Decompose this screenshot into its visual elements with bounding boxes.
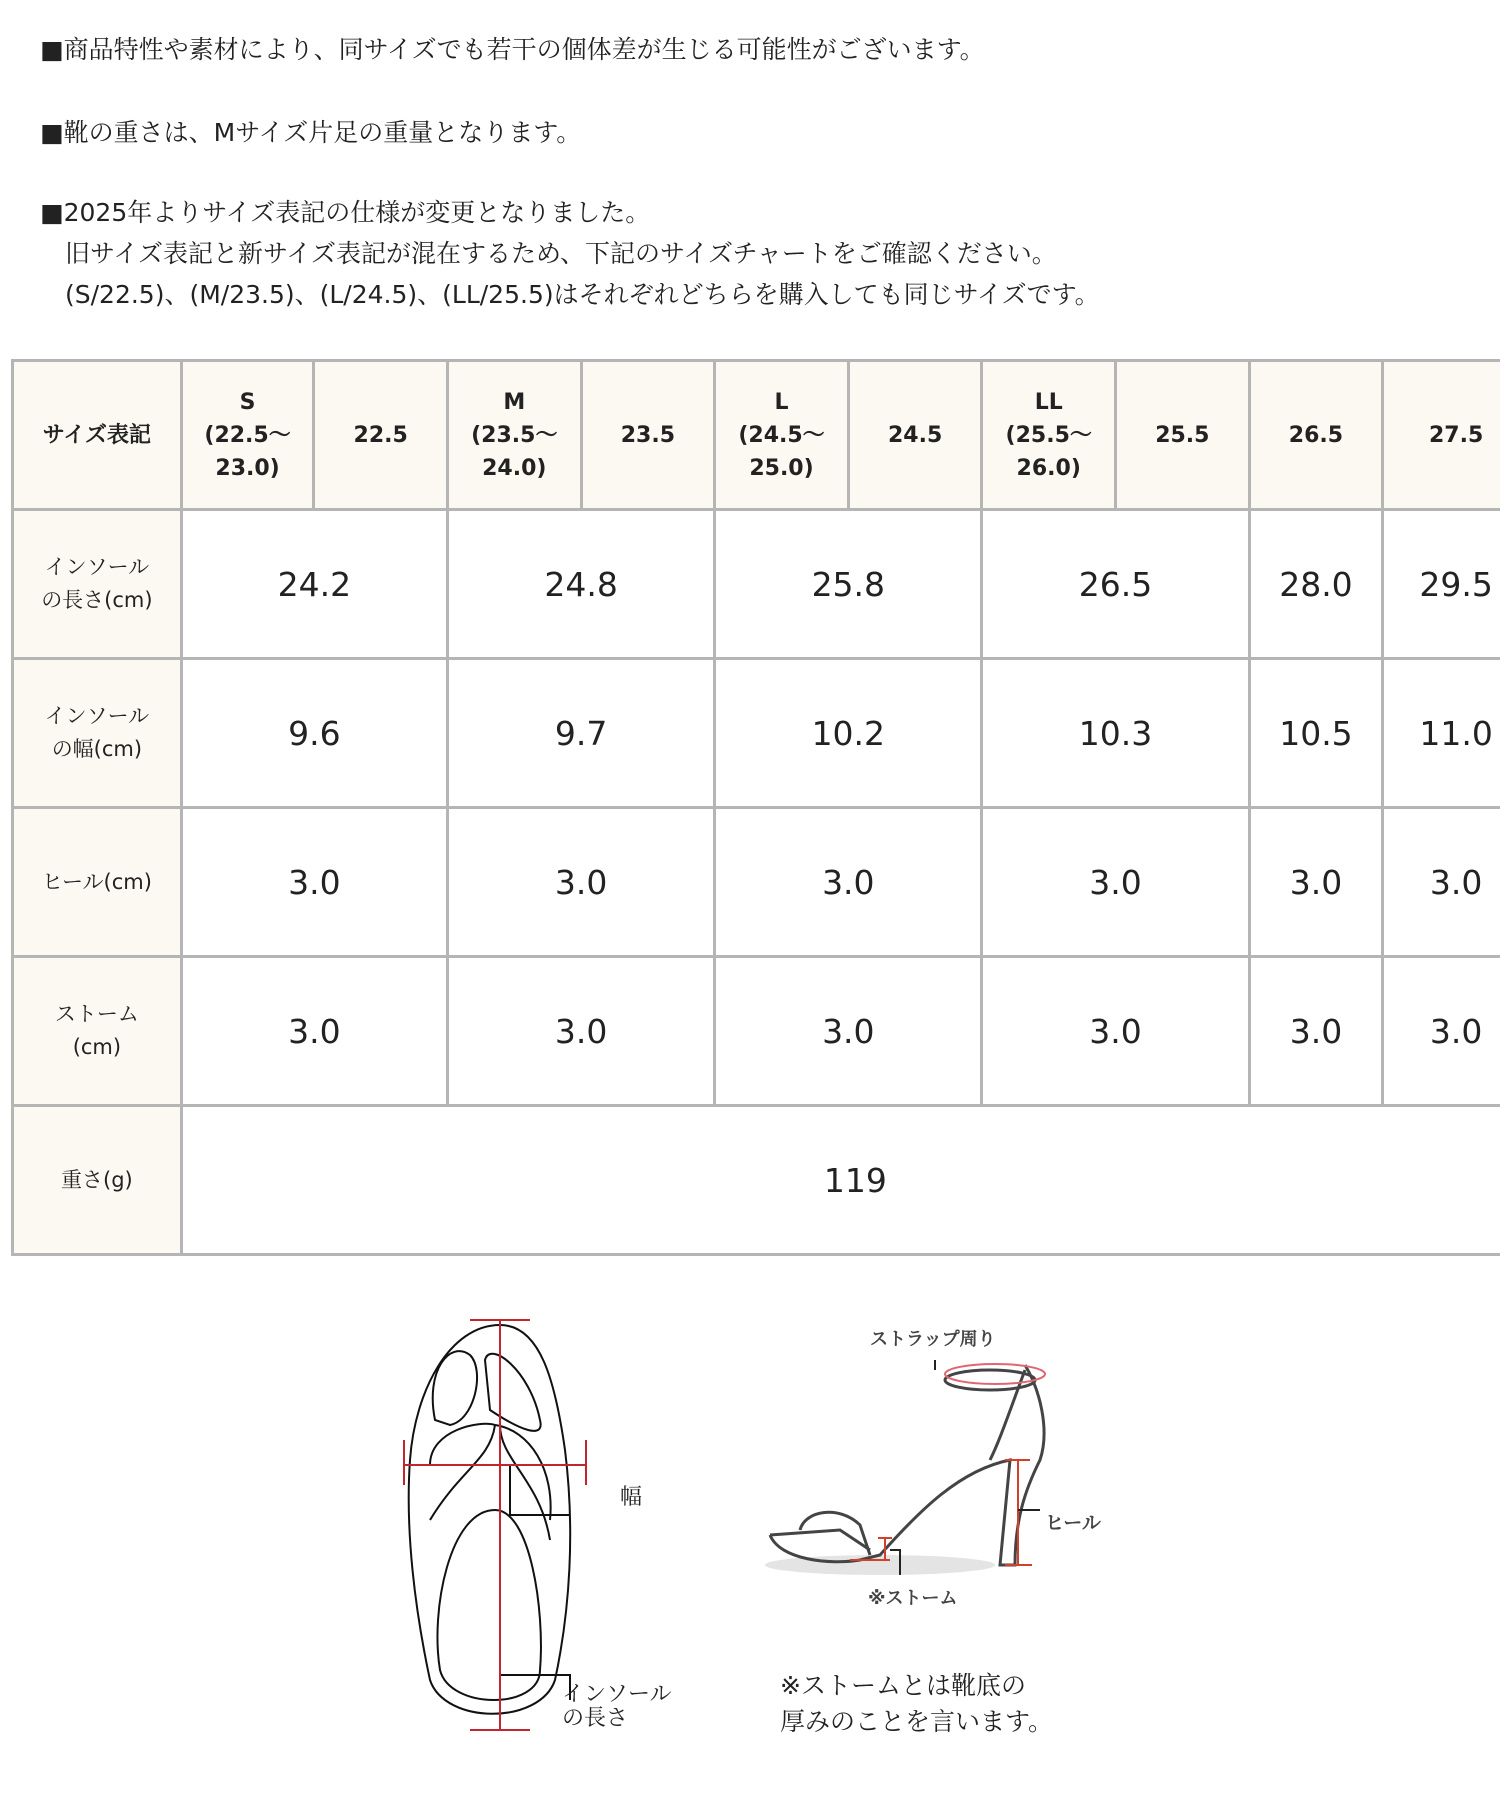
row-label — [13, 510, 182, 659]
cell: 3.0 — [1383, 808, 1500, 957]
size-s — [181, 361, 314, 510]
size-26-5: 26.5 — [1249, 361, 1383, 510]
note-size-change-3: (S/22.5)、(M/23.5)、(L/24.5)、(LL/25.5)はそれぞれどちらを購入しても同じサイズです。 — [40, 280, 1100, 309]
cell: 26.5 — [982, 510, 1249, 659]
sandal-diagram — [760, 1360, 1090, 1590]
cell: 24.2 — [181, 510, 447, 659]
row-label: 重さ(g) — [13, 1106, 182, 1255]
cell: 3.0 — [1249, 957, 1383, 1106]
label-text: の長さ — [562, 1706, 629, 1731]
size-23-5: 23.5 — [581, 361, 715, 510]
storm-caption — [780, 1668, 1053, 1740]
cell: 3.0 — [181, 957, 447, 1106]
header-label: サイズ表記 — [13, 361, 182, 510]
size-24-5: 24.5 — [848, 361, 982, 510]
cell: 9.7 — [447, 659, 714, 808]
size-22-5: 22.5 — [314, 361, 448, 510]
size-27-5: 27.5 — [1383, 361, 1500, 510]
insole-diagram — [390, 1310, 610, 1740]
cell: 9.6 — [181, 659, 447, 808]
note-size-change-2: 旧サイズ表記と新サイズ表記が混在するため、下記のサイズチャートをご確認ください。 — [40, 239, 1057, 268]
table-header-row — [13, 361, 1500, 510]
cell: 3.0 — [982, 957, 1249, 1106]
size-text: 24.0) — [482, 455, 547, 481]
size-text: 23.0) — [215, 455, 280, 481]
size-text: 26.0) — [1016, 455, 1081, 481]
cell: 3.0 — [1249, 808, 1383, 957]
row-label — [13, 808, 182, 957]
size-chart-table — [11, 359, 1500, 1256]
strap-label: ストラップ周り — [870, 1329, 996, 1350]
label-text: インソール — [44, 704, 150, 728]
size-ll — [982, 361, 1116, 510]
size-m — [447, 361, 581, 510]
note-variation: ■商品特性や素材により、同サイズでも若干の個体差が生じる可能性がございます。 — [40, 35, 985, 64]
note-size-change: ■2025年よりサイズ表記の仕様が変更となりました。 — [40, 198, 651, 227]
heel-label: ヒール — [1045, 1512, 1101, 1534]
cell: 10.5 — [1249, 659, 1383, 808]
table-row — [13, 510, 1500, 659]
cell: 3.0 — [447, 957, 714, 1106]
label-text: ストーム — [54, 1002, 139, 1026]
row-label — [13, 659, 182, 808]
caption-text: 厚みのことを言います。 — [780, 1707, 1054, 1736]
cell: 3.0 — [715, 808, 982, 957]
cell: 28.0 — [1249, 510, 1383, 659]
size-text: (24.5〜 — [738, 422, 825, 448]
size-text: (25.5〜 — [1005, 422, 1092, 448]
cell: 10.3 — [982, 659, 1249, 808]
size-text: (23.5〜 — [471, 422, 558, 448]
label-text: の幅(cm) — [51, 737, 143, 761]
cell: 3.0 — [982, 808, 1249, 957]
cell: 3.0 — [1383, 957, 1500, 1106]
size-text: (22.5〜 — [204, 422, 291, 448]
table-row — [13, 659, 1500, 808]
label-text: (cm) — [72, 1035, 122, 1059]
label-text: の長さ(cm) — [41, 588, 153, 612]
cell: 25.8 — [715, 510, 982, 659]
weight-value: 119 — [181, 1106, 1500, 1255]
cell: 3.0 — [181, 808, 447, 957]
note-weight: ■靴の重さは、Mサイズ片足の重量となります。 — [40, 118, 582, 147]
size-l — [715, 361, 849, 510]
label-text: ヒール(cm) — [41, 869, 152, 894]
cell: 3.0 — [715, 957, 982, 1106]
cell: 10.2 — [715, 659, 982, 808]
table-row-weight — [13, 1106, 1500, 1255]
caption-text: ※ストームとは靴底の — [780, 1671, 1026, 1700]
cell: 3.0 — [447, 808, 714, 957]
length-label — [562, 1683, 672, 1731]
cell: 29.5 — [1383, 510, 1500, 659]
label-text: インソール — [44, 555, 150, 579]
label-text: インソール — [562, 1682, 672, 1707]
table-row — [13, 808, 1500, 957]
storm-label: ※ストーム — [868, 1588, 958, 1609]
size-text: S — [239, 389, 256, 415]
size-text: 25.0) — [749, 455, 814, 481]
cell: 24.8 — [447, 510, 714, 659]
width-label: 幅 — [620, 1485, 643, 1510]
row-label — [13, 957, 182, 1106]
size-text: L — [774, 389, 789, 415]
size-25-5: 25.5 — [1116, 361, 1250, 510]
size-text: M — [503, 389, 526, 415]
table-row — [13, 957, 1500, 1106]
size-text: LL — [1034, 389, 1063, 415]
cell: 11.0 — [1383, 659, 1500, 808]
